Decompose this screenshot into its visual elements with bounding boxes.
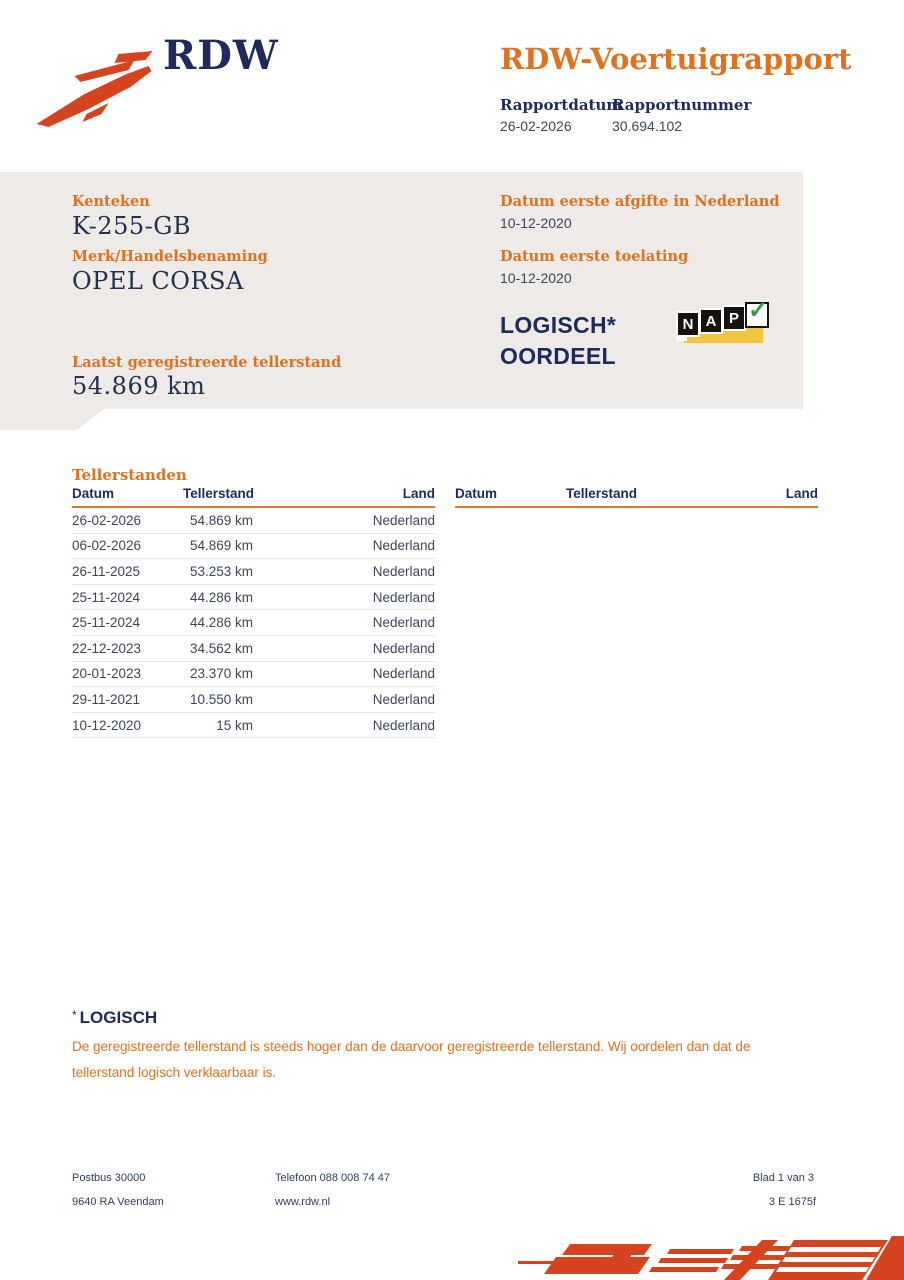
cell-datum: 29-11-2021 bbox=[72, 691, 141, 707]
note-body: De geregistreerde tellerstand is steeds hoger dan de daarvoor geregistreerde tellerstand. Wij oordelen dan dat de tellerstand logisch verklaarbaar is. bbox=[72, 1039, 751, 1080]
cell-land: Nederland bbox=[372, 512, 435, 528]
table-row bbox=[72, 687, 435, 713]
column-header-land: Land bbox=[402, 486, 435, 501]
footer-address-line2: 9640 RA Veendam bbox=[72, 1196, 164, 1208]
cell-tellerstand: 34.562 km bbox=[189, 640, 253, 656]
laatste-tellerstand-label: Laatst geregistreerde tellerstand bbox=[72, 354, 342, 371]
table-row bbox=[72, 636, 435, 662]
footer-website: www.rdw.nl bbox=[275, 1196, 331, 1208]
table-header-row bbox=[455, 486, 818, 508]
kenteken-label: Kenteken bbox=[72, 193, 150, 210]
note-asterisk: * bbox=[72, 1008, 77, 1022]
cell-datum: 26-02-2026 bbox=[72, 512, 142, 528]
cell-land: Nederland bbox=[372, 640, 435, 656]
eerste-afgifte-label: Datum eerste afgifte in Nederland bbox=[500, 193, 780, 210]
merk-value: OPEL CORSA bbox=[72, 267, 244, 295]
footer-address-line1: Postbus 30000 bbox=[72, 1172, 146, 1184]
cell-datum: 20-01-2023 bbox=[72, 666, 142, 682]
cell-land: Nederland bbox=[372, 538, 435, 554]
cell-datum: 06-02-2026 bbox=[72, 538, 142, 554]
report-date-value: 26-02-2026 bbox=[500, 118, 572, 134]
cell-tellerstand: 53.253 km bbox=[189, 563, 253, 579]
cell-tellerstand: 54.869 km bbox=[189, 512, 253, 528]
cell-tellerstand: 15 km bbox=[216, 717, 253, 733]
table-row bbox=[72, 559, 435, 585]
cell-land: Nederland bbox=[372, 691, 435, 707]
nap-checkbox bbox=[745, 296, 769, 328]
oordeel-line2: OORDEEL bbox=[500, 343, 616, 369]
tellerstanden-table-right bbox=[455, 486, 818, 508]
table-header-row bbox=[72, 486, 435, 508]
tellerstanden-section-title: Tellerstanden bbox=[72, 466, 187, 484]
eerste-toelating-value: 10-12-2020 bbox=[500, 270, 572, 286]
table-row bbox=[72, 585, 435, 611]
column-header-tellerstand: Tellerstand bbox=[183, 486, 255, 501]
oordeel-line1: LOGISCH* bbox=[500, 312, 617, 338]
column-header-land: Land bbox=[785, 486, 818, 501]
eerste-toelating-label: Datum eerste toelating bbox=[500, 248, 689, 265]
nap-letter-tile: P bbox=[722, 305, 746, 331]
cell-land: Nederland bbox=[372, 563, 435, 579]
cell-datum: 10-12-2020 bbox=[72, 717, 142, 733]
page-title: RDW-Voertuigrapport bbox=[500, 42, 852, 76]
nap-logo-icon bbox=[676, 296, 776, 352]
cell-tellerstand: 44.286 km bbox=[189, 615, 253, 631]
cell-datum: 22-12-2023 bbox=[72, 640, 142, 656]
table-row bbox=[72, 610, 435, 636]
note-title-text: LOGISCH bbox=[79, 1008, 158, 1027]
rdw-logo-text: RDW bbox=[163, 32, 279, 79]
table-row bbox=[72, 534, 435, 560]
speed-stripes-graphic-icon bbox=[500, 1234, 904, 1280]
nap-checkmark-icon: ✓ bbox=[747, 296, 769, 324]
vehicle-summary-panel-tail bbox=[0, 409, 104, 430]
column-header-datum: Datum bbox=[72, 486, 115, 501]
cell-land: Nederland bbox=[372, 666, 435, 682]
table-row bbox=[72, 508, 435, 534]
laatste-tellerstand-value: 54.869 km bbox=[72, 372, 206, 400]
cell-land: Nederland bbox=[372, 589, 435, 605]
kenteken-value: K-255-GB bbox=[72, 212, 192, 240]
eerste-afgifte-value: 10-12-2020 bbox=[500, 215, 572, 231]
merk-label: Merk/Handelsbenaming bbox=[72, 248, 268, 265]
table-row bbox=[72, 662, 435, 688]
cell-land: Nederland bbox=[372, 615, 435, 631]
cell-tellerstand: 44.286 km bbox=[189, 589, 253, 605]
footer-form-code: 3 E 1675f bbox=[768, 1196, 816, 1208]
column-header-datum: Datum bbox=[455, 486, 498, 501]
cell-datum: 25-11-2024 bbox=[72, 615, 141, 631]
cell-tellerstand: 10.550 km bbox=[189, 691, 253, 707]
oordeel-text bbox=[500, 310, 616, 372]
report-number-label: Rapportnummer bbox=[612, 96, 752, 114]
tellerstanden-table-left bbox=[72, 486, 435, 738]
footer-phone: Telefoon 088 008 74 47 bbox=[275, 1172, 390, 1184]
table-row bbox=[72, 713, 435, 739]
column-header-tellerstand: Tellerstand bbox=[566, 486, 638, 501]
rdw-wing-logo-icon bbox=[33, 50, 158, 132]
note-title bbox=[72, 1008, 157, 1028]
footer-page-indicator: Blad 1 van 3 bbox=[752, 1172, 814, 1184]
cell-land: Nederland bbox=[372, 717, 435, 733]
nap-letter-tile: A bbox=[699, 308, 723, 334]
cell-tellerstand: 54.869 km bbox=[189, 538, 253, 554]
report-date-label: Rapportdatum bbox=[500, 96, 623, 114]
cell-datum: 25-11-2024 bbox=[72, 589, 141, 605]
nap-letter-tile: N bbox=[676, 311, 700, 337]
cell-tellerstand: 23.370 km bbox=[189, 666, 253, 682]
report-number-value: 30.694.102 bbox=[612, 118, 683, 134]
cell-datum: 26-11-2025 bbox=[72, 563, 141, 579]
